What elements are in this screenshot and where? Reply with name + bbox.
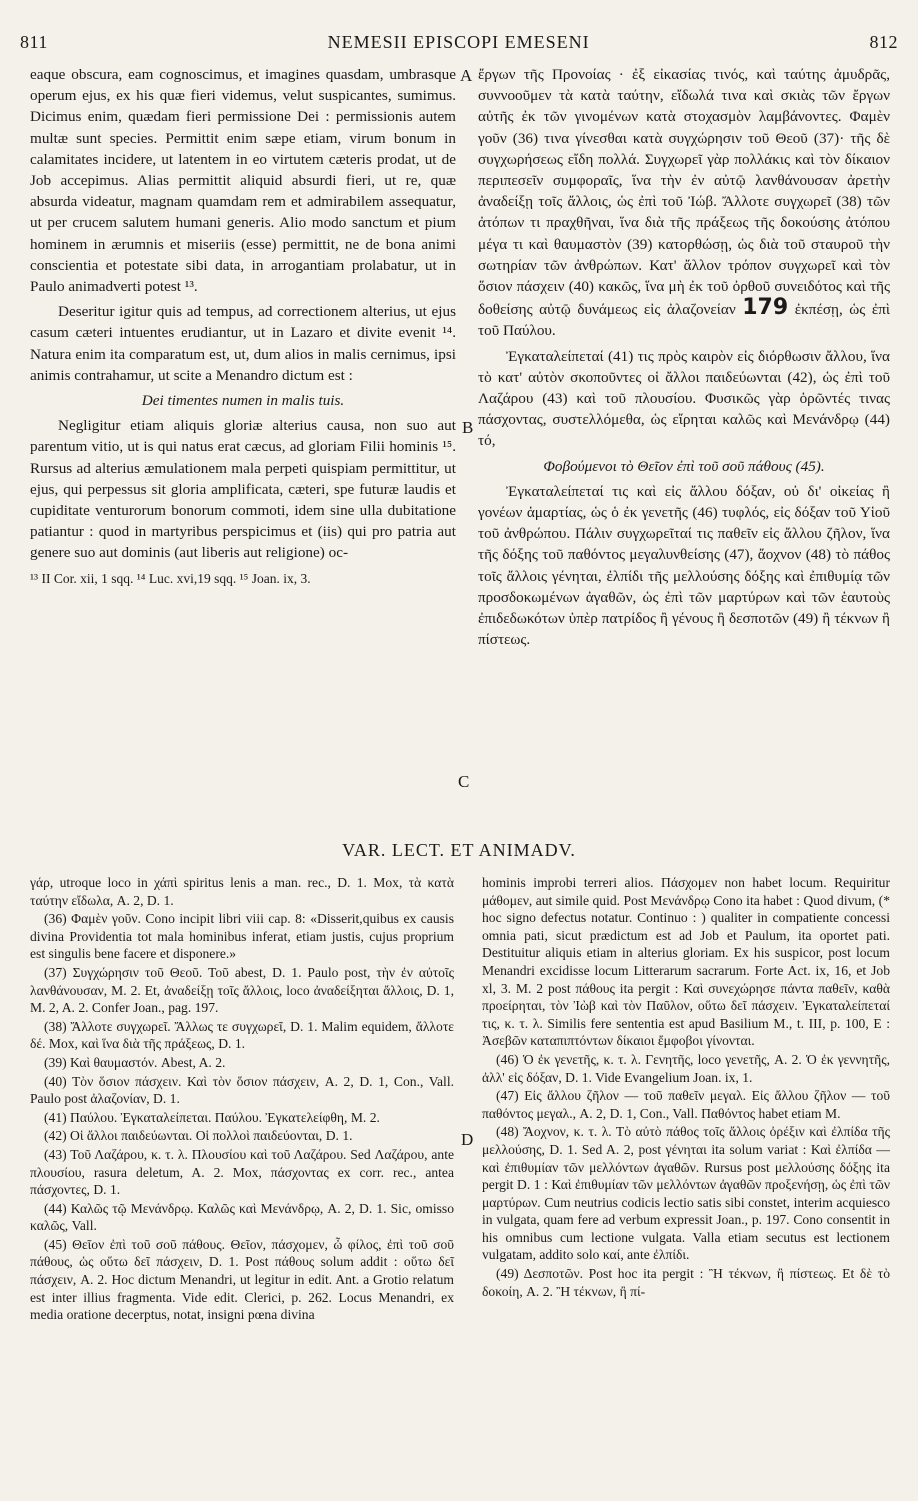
latin-quote: Dei timentes numen in malis tuis. [141, 392, 345, 410]
note-entry: (41) Παύλου. Ἐγκαταλείπεται. Παύλου. Ἐγκατελείφθη, M. 2. [44, 1109, 380, 1125]
note-entry: (45) Θεῖον ἐπὶ τοῦ σοῦ πάθους. Θεῖον, πάσχομεν, ὦ φίλος, ἐπὶ τοῦ σοῦ πάθους, ὡς οὕτω δεῖ πάσχειν, D. 1. Post πάθους solum addit : οὕτω δεῖ πάσχειν, A. 2. Hoc dictum Menandri, ut legitur in edit. Ant. a Grotio relatum est inter illius fragmenta. Vide edit. Clerici, p. 262. Locus Menandri, ex media oratione decerptus, notat, insigni pœna divina [30, 1236, 454, 1323]
note-entry: (43) Τοῦ Λαζάρου, κ. τ. λ. Πλουσίου καὶ τοῦ Λαζάρου. Sed Λαζάρου, ante πλουσίου, rasura deletum, A. 2. Mox, πάσχοντας ex corr. rec., antea πάσχοντες, D. 1. [30, 1146, 454, 1198]
note-entry: (39) Καὶ θαυμαστόν. Abest, A. 2. [44, 1054, 226, 1070]
note-entry: (49) Δεσποτῶν. Post hoc ita pergit : Ἢ τέκνων, ἢ πίστεως. Et δὲ τὸ δοκοίη, A. 2. Ἢ τέκνων, ἢ πί- [482, 1266, 890, 1299]
page-number-left: 811 [20, 31, 48, 52]
greek-paragraph-1a: ἔργων τῆς Προνοίας · ἐξ εἰκασίας τινός, καὶ ταύτης ἀμυδρᾶς, συννοοῦμεν τὰ κατὰ ταύτην, εἴδωλά τινα καὶ σκιὰς τῶν ἔργων αὐτῆς ἐκ τῶν γινομένων κατὰ στοχασμὸν λαμβάνοντες. Φαμὲν γοῦν (36) τινα γίνεσθαι κατὰ συγχώρησιν τοῦ Θεοῦ (37)· τῆς δὲ συγχωρήσεως εἴδη πολλά. Συγχωρεῖ γὰρ πολλάκις καὶ τὸν δίκαιον περιπεσεῖν συμφοραῖς, ἵνα τὴν ἐν αὐτῷ λανθάνουσαν ἀρετὴν ἀναδείξῃ τοῖς ἄλλοις, ὡς ἐπὶ τοῦ Ἰώβ. Ἄλλοτε συγχωρεῖ (38) τῶν ἀτόπων τι πραχθῆναι, ἵνα διὰ τῆς πράξεως τῆς δοκούσης ἀτόπου μέγα τι καὶ θαυμαστὸν (39) κατορθώσῃ, ὡς διὰ τοῦ σταυροῦ τὴν σωτηρίαν τῶν ἀνθρώπων. Κατ' ἄλλον τρόπον συγχωρεῖ καὶ τὸν ὅσιον πάσχειν (40) κακῶς, ἵνα μὴ ἐκ τοῦ ὀρθοῦ συνειδότος καὶ τῆς δοθείσης αὐτῷ δυνάμεως εἰς ἀλαζονείαν [478, 66, 890, 319]
note-entry: (37) Συγχώρησιν τοῦ Θεοῦ. Τοῦ abest, D. 1. Paulo post, τὴν ἐν αὐτοῖς λανθάνουσαν, M. 2. Et, ἀναδείξῃ τοῖς ἄλλοις, loco ἀναδείξηται ἄλλοις, D. 1, M. 2, A. 2. Confer Joan., pag. 197. [30, 964, 454, 1016]
latin-paragraph-2: Deseritur igitur quis ad tempus, ad correctionem alterius, ut ejus casum cæteri intuentes erudiantur, ut in Lazaro et divite evenit ¹⁴. Natura enim ita comparatum est, ut, dum alios in malis cernimus, ipsi animis contrahamur, ut scite a Menandro dictum est : [30, 303, 456, 384]
latin-paragraph-3: Negligitur etiam aliquis gloriæ alterius causa, non suo aut parentum vitio, ut is qui natus erat cæcus, ad gloriam Filii hominis ¹⁵. Rursus ad alterius æmulationem mala perpeti quispiam permittitur, ut ejus, qui perpessus sit gloria amplificata, cæteri, spe futuræ laudis et cupiditate venturorum bonorum commoti, idem sine ulla dubitatione patiantur : quod in martyribus perspicimus et (iis) qui pro patria aut genere suo aut dominis (aut liberis aut religione) oc- [30, 417, 456, 562]
margin-marker-d: D [461, 1130, 474, 1149]
note-entry: (47) Εἰς ἄλλου ζῆλον — τοῦ παθεῖν μεγαλ. Εἰς ἄλλου ζῆλον — τοῦ παθόντος μεγαλ., A. 2, D. 1, Con., Vall. Παθόντος habet etiam M. [482, 1088, 890, 1121]
greek-paragraph-2: Ἐγκαταλείπεταί (41) τις πρὸς καιρὸν εἰς διόρθωσιν ἄλλου, ἵνα τὸ κατ' αὐτὸν σκοποῦντες οἱ ἄλλοι παιδεύωνται (42), ὡς ἐπὶ τοῦ Λαζάρου (43) καὶ τοῦ πλουσίου. Φυσικῶς γὰρ ὁρῶντές τινας πάσχοντας, συστελλόμεθα, ὡς εἴρηται καλῶς καὶ Μενάνδρῳ (44) τό, [478, 347, 890, 450]
column-number: 179 [742, 295, 789, 321]
latin-column [30, 64, 456, 834]
greek-paragraph-1b: ἐκπέσῃ, ὡς ἐπὶ τοῦ Παύλου. [478, 301, 891, 340]
note-entry: (40) Τὸν ὅσιον πάσχειν. Καὶ τὸν ὅσιον πάσχειν, A. 2, D. 1, Con., Vall. Paulo post ἀλαζονίαν, D. 1. [30, 1073, 454, 1107]
notes-left-column [30, 874, 454, 1325]
latin-footnotes: ¹³ II Cor. xii, 1 sqq. ¹⁴ Luc. xvi,19 sqq. ¹⁵ Joan. ix, 3. [30, 570, 311, 586]
margin-marker-c: C [458, 772, 470, 791]
margin-marker-a: A [460, 66, 473, 85]
note-entry: (38) Ἄλλοτε συγχωρεῖ. Ἄλλως τε συγχωρεῖ, D. 1. Malim equidem, ἄλλοτε δέ. Mox, καὶ ἵνα διὰ τῆς πράξεως, D. 1. [30, 1018, 454, 1052]
note-entry: hominis improbi terreri alios. Πάσχομεν non habet locum. Requiritur μάθομεν, aut simile quid. Post Μενάνδρῳ Cono ita habet : Quod divum, (* hoc signo defectus notatur. Continuo : ) qualiter in compatiente concessi omnia pati, sicut prædictum est ad Job et Paulum, ita oportet pati. Destituitur aliquis etiam in alterius gloriam. Ex his suspicor, post locum Menandri excidisse locum Litterarum sacrarum. Forte Act. ix, 16, et Job xl, 3. M. 2 post πάθους ita pergit : Καὶ συνεχώρησε πάντα παθεῖν, καθὰ προείρηται, τὸν Ἰὼβ καὶ τὸν Παῦλον, οὕτω δεῖ πάσχειν. Ἐγκαταλείπεταί τις, κ. τ. λ. Similis fere sententia est apud Basilium M., t. III, p. 100, E : Ἀσεβῶν καταπιπτόντων δίκαιοι ἔμφοβοι γίνονται. [482, 875, 890, 1049]
page-header [20, 28, 898, 56]
running-title: NEMESII EPISCOPI EMESENI [327, 31, 590, 52]
latin-paragraph-1: eaque obscura, eam cognoscimus, et imagines quasdam, umbrasque operum ejus, ex his quæ fieri videmus, velut suspicantes, sumimus. Dicimus enim, quædam fieri permissione Dei : permissionis autem multæ sunt species. Permittit enim sæpe etiam, virum bonum in calamitates incidere, ut latentem in eo virtutem cæteris prodat, ut de Job accepimus. Alias permittit aliquid absurdi fieri, ut re, quæ absurda videatur, magnam quamdam rem et admirabilem assequatur, ut per crucem salutem humani generis. Alio modo sanctum et pium hominem in ærumnis et miseriis (esse) permittit, ne de bona animi conscientia et potestate sibi data, in arrogantiam prolabatur, ut in Paulo animadverti potest ¹³. [30, 66, 456, 296]
note-entry: (42) Οἱ ἄλλοι παιδεύωνται. Οἱ πολλοὶ παιδεύονται, D. 1. [44, 1128, 353, 1144]
page-number-right: 812 [869, 31, 898, 52]
greek-column [478, 64, 890, 834]
greek-paragraph-3: Ἐγκαταλείπεταί τις καὶ εἰς ἄλλου δόξαν, οὐ δι' οἰκείας ἢ γονέων ἁμαρτίας, ὡς ὁ ἐκ γενετῆς (46) τυφλός, εἰς δόξαν τοῦ Υἱοῦ τοῦ ἀνθρώπου. Πάλιν συγχωρεῖταί τις παθεῖν εἰς ἄλλου ζῆλον, ἵνα τῆς δόξης τοῦ παθόντος μεγαλυνθείσης (47), ἄοχνον (48) τὸ πάθος τοῖς ἄλλοις γένηται, ἐλπίδι τῆς μελλούσης δόξης καὶ ἐπιθυμίᾳ τῶν προσδοκωμένων ἀγαθῶν, ὡς ἐπὶ τῶν μαρτύρων καὶ τῶν ἑαυτοὺς ἐπιδεδωκότων ὑπὲρ πατρίδος ἢ γένους ἢ δεσποτῶν (49) ἢ τέκνων ἢ πίστεως. [478, 482, 890, 649]
note-entry: (36) Φαμὲν γοῦν. Cono incipit libri viii cap. 8: «Disserit,quibus ex causis divina Providentia tot mala hominibus inferat, etiam justis, cujus proprium est singulis bene facere et disponere.» [30, 911, 454, 962]
notes-section-title: VAR. LECT. ET ANIMADV. [342, 840, 576, 860]
note-entry: γάρ, utroque loco in χάπὶ spiritus lenis a man. rec., D. 1. Mox, τὰ κατὰ ταύτην εἴδωλα, A. 2, D. 1. [30, 875, 454, 908]
notes-right-column [482, 874, 890, 1301]
note-entry: (46) Ὁ ἐκ γενετῆς, κ. τ. λ. Γενητῆς, loco γενετῆς, A. 2. Ὁ ἐκ γεννητῆς, ἀλλ' εἰς δόξαν, D. 1. Vide Evangelium Joan. ix, 1. [482, 1051, 890, 1085]
note-entry: (44) Καλῶς τῷ Μενάνδρῳ. Καλῶς καὶ Μενάνδρῳ, A. 2, D. 1. Sic, omisso καλῶς, Vall. [30, 1200, 454, 1234]
margin-marker-b: B [462, 418, 474, 437]
greek-quote: Φοβούμενοι τὸ Θεῖον ἐπὶ τοῦ σοῦ πάθους (45). [543, 457, 825, 475]
note-entry: (48) Ἄοχνον, κ. τ. λ. Τὸ αὐτὸ πάθος τοῖς ἄλλοις ὀρέξιν καὶ ἐλπίδα τῆς μελλούσης, D. 1. Sed A. 2, post γένηται ita solum variat : Καὶ ἐλπίδα — καὶ ἐπιθυμίαν τῶν μελλόντων ἀγαθῶν. Rursus post μελλούσης δόξης ita pergit D. 1 : Καὶ ἐπιθυμίαν τῶν μελλόντων ἀγαθῶν προξενήσῃ, ὡς ἐπὶ τῶν μαρτύρων. Cum neutrius codicis lectio satis sibi constet, interim acquiesco in vulgata, quam fere ad verbum expressit Joan., p. 197. Cono consentit in his omnibus cum lectione vulgata. Valla etiam secutus est lectionem vulgatam, addito solo καί, ante ἐλπίδι. [482, 1124, 890, 1263]
greek-paragraph-1 [478, 64, 890, 342]
